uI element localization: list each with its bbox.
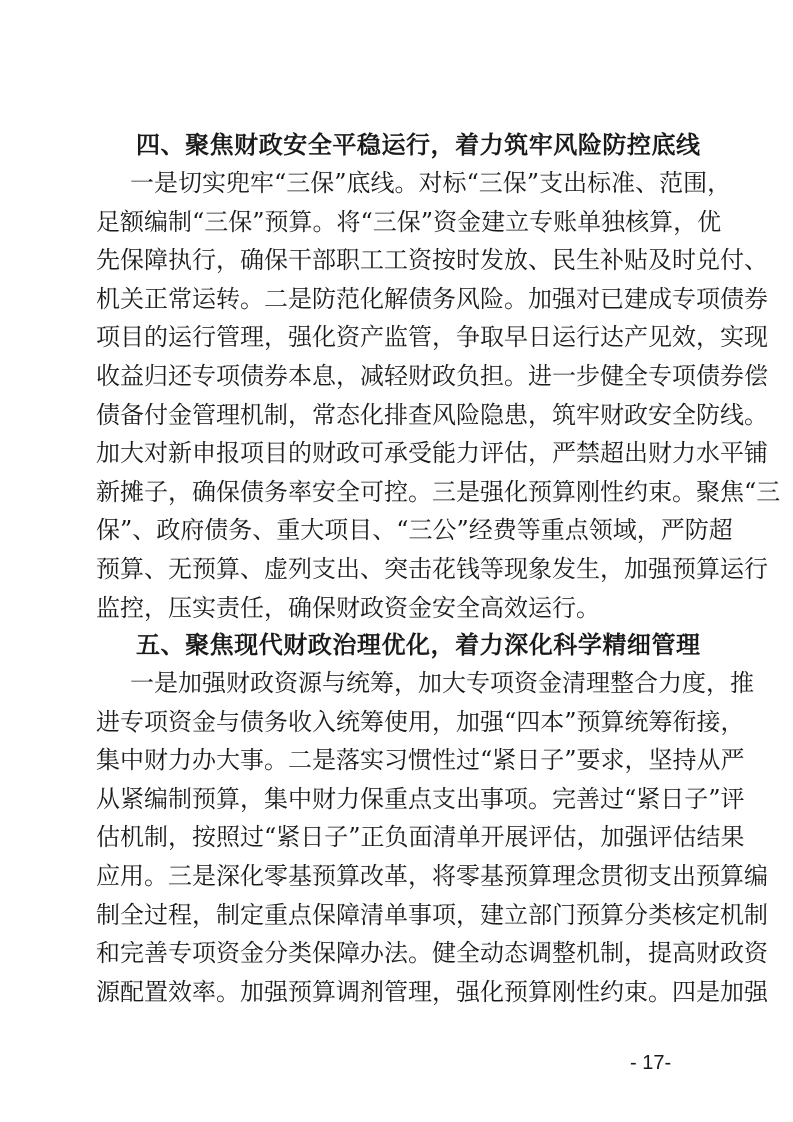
paragraph-line: 源配置效率。加强预算调剂管理，强化预算刚性约束。四是加强 — [96, 977, 768, 1006]
paragraph-line: 先保障执行，确保干部职工工资按时发放、民生补贴及时兑付、 — [96, 246, 768, 275]
paragraph-line: 机关正常运转。二是防范化解债务风险。加强对已建成专项债券 — [96, 284, 768, 313]
paragraph-line: 债备付金管理机制，常态化排查风险隐患，筑牢财政安全防线。 — [96, 400, 768, 429]
paragraph-line: 新摊子，确保债务率安全可控。三是强化预算刚性约束。聚焦“三 — [96, 477, 781, 506]
paragraph-line: 估机制，按照过“紧日子”正负面清单开展评估，加强评估结果 — [96, 823, 745, 852]
paragraph-line: 集中财力办大事。二是落实习惯性过“紧日子”要求，坚持从严 — [96, 746, 745, 775]
paragraph-line: 一是加强财政资源与统筹，加大专项资金清理整合力度，推 — [130, 669, 754, 697]
paragraph-line: 收益归还专项债券本息，减轻财政负担。进一步健全专项债券偿 — [96, 362, 768, 390]
section-heading: 五、聚焦现代财政治理优化，着力深化科学精细管理 — [136, 631, 700, 659]
paragraph-line: 进专项资金与债务收入统筹使用，加强“四本”预算统筹衔接， — [96, 707, 745, 736]
page-number: - 17- — [630, 1052, 672, 1074]
paragraph-line: 制全过程，制定重点保障清单事项，建立部门预算分类核定机制 — [96, 900, 768, 929]
section-heading: 四、聚焦财政安全平稳运行，着力筑牢风险防控底线 — [136, 131, 700, 159]
paragraph-line: 预算、无预算、虚列支出、突击花钱等现象发生，加强预算运行 — [96, 555, 768, 583]
paragraph-line: 应用。三是深化零基预算改革，将零基预算理念贯彻支出预算编 — [96, 862, 768, 890]
paragraph-line: 项目的运行管理，强化资产监管，争取早日运行达产见效，实现 — [96, 323, 768, 352]
paragraph-line: 监控，压实责任，确保财政资金安全高效运行。 — [96, 593, 600, 622]
paragraph-line: 加大对新申报项目的财政可承受能力评估，严禁超出财力水平铺 — [96, 439, 768, 468]
paragraph-line: 和完善专项资金分类保障办法。健全动态调整机制，提高财政资 — [96, 939, 768, 968]
paragraph-line: 从紧编制预算，集中财力保重点支出事项。完善过“紧日子”评 — [96, 784, 745, 813]
paragraph-line: 一是切实兜牢“三保”底线。对标“三保”支出标准、范围， — [130, 169, 732, 197]
paragraph-line: 足额编制“三保”预算。将“三保”资金建立专账单独核算，优 — [96, 207, 722, 236]
paragraph-line: 保”、政府债务、重大项目、“三公”经费等重点领域，严防超 — [96, 516, 733, 545]
